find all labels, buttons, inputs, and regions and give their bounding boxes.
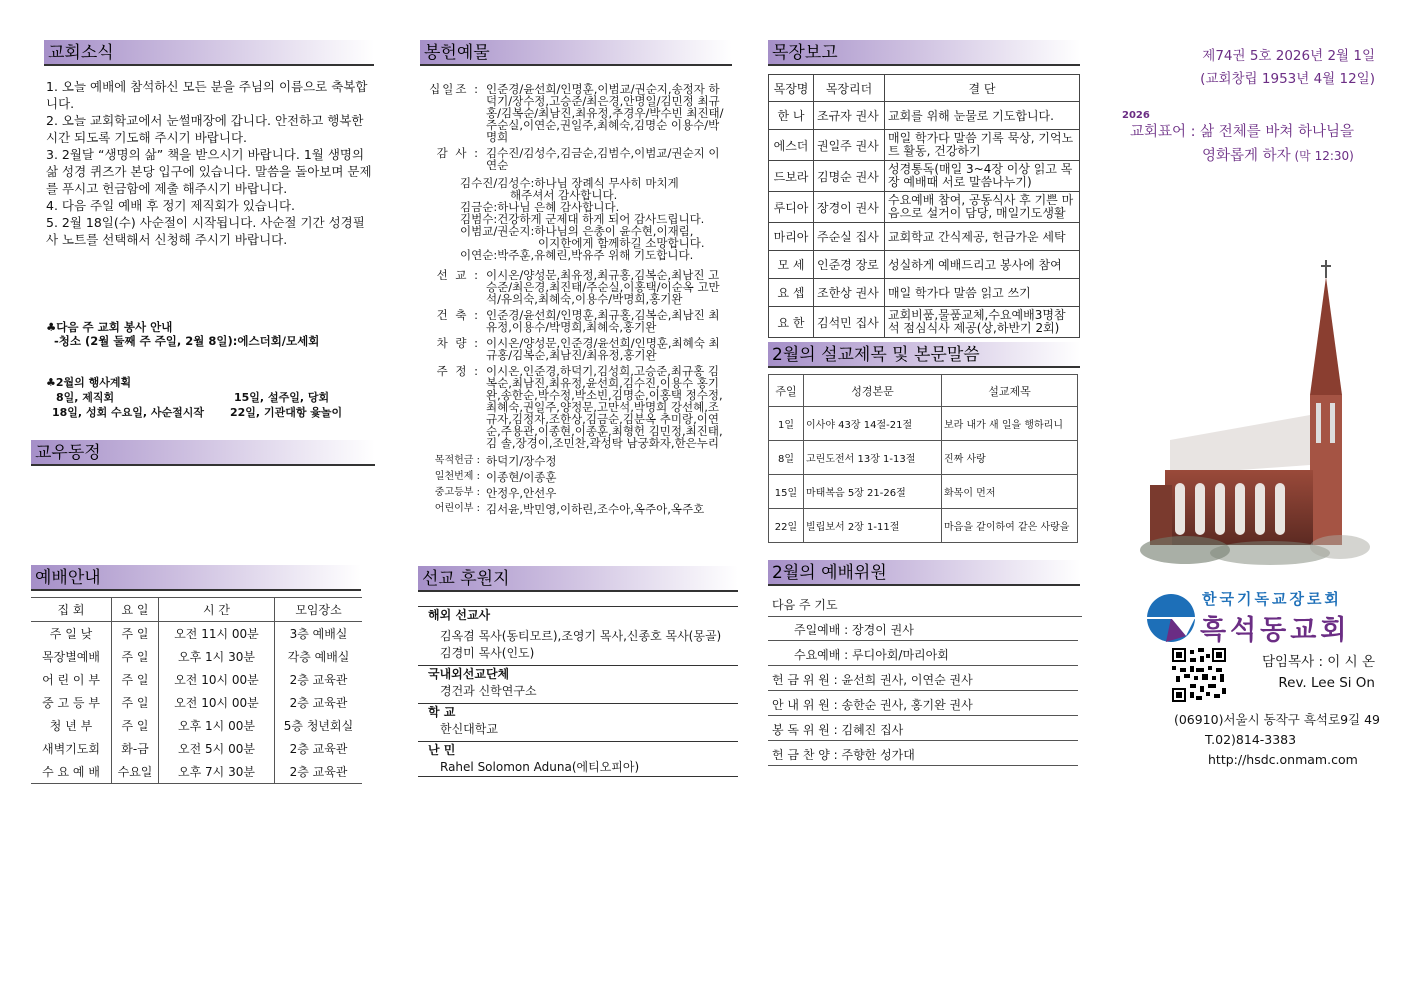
committee-row: 헌 금 위 원 : 윤선희 권사, 이연순 권사 — [768, 669, 1078, 691]
worship-header — [31, 565, 361, 591]
table-row: 모 세 인준경 장로 성실하게 예배드리고 봉사에 참여 — [769, 251, 1080, 279]
missions-list — [418, 606, 738, 777]
table-row: 22일 빌립보서 2장 1-11절 마음을 같이하여 같은 사랑을 — [769, 509, 1078, 543]
motto-line-1: 교회표어 : 삶 전체를 바쳐 하나님을 — [1130, 124, 1355, 140]
offering-row: 차 량 : 이시온/양성문,인준경/윤선희/인명훈,최혜숙 최규홍/김복순,최남진/최유정,홍기완 — [436, 336, 720, 362]
committee-row: 주일예배 : 장경이 권사 — [768, 619, 1078, 641]
event-item: 18일, 성회 수요일, 사순절시작 — [52, 406, 205, 419]
telephone: T.02)814-3383 — [1205, 732, 1297, 747]
qr-code-icon — [1172, 648, 1226, 702]
motto-reference: (막 12:30) — [1294, 149, 1354, 163]
offering-title: 봉헌예물 — [424, 43, 490, 63]
service-notice-line: -청소 (2월 둘째 주 주일, 2월 8일):에스더회/모세회 — [54, 334, 320, 348]
news-title: 교회소식 — [48, 43, 114, 63]
missions-header — [418, 566, 738, 592]
table-row: 수 요 예 배 수요일 오후 7시 30분 2층 교육관 — [31, 760, 362, 784]
mission-section: 국내외선교단체 경건과 신학연구소 — [418, 665, 738, 700]
missions-title: 선교 후원지 — [422, 569, 510, 589]
offering-row: 십일조 : 인준경/윤선희/인명훈,이범교/권순지,송정자 하덕기/장수정,고승준/최은경,안명일/김민정 최규홍/김복순/최남진,최유정,추경우/박수빈 최진태/주순실,이연순,권일주,최혜숙,김명순 이용수/박명희 — [429, 82, 724, 144]
list-item: 1. 오늘 예배에 참석하신 모든 분을 주님의 이름으로 축복합니다. — [46, 79, 368, 111]
event-item: 15일, 설주일, 당회 — [234, 391, 330, 404]
table-row: 중 고 등 부 주 일 오전 10시 00분 2층 교육관 — [31, 691, 362, 714]
events-block — [46, 375, 376, 420]
table-row: 목장별예배 주 일 오후 1시 30분 각층 예배실 — [31, 645, 362, 668]
sermons-title: 2월의 설교제목 및 본문말씀 — [772, 345, 980, 365]
contact-info — [1150, 710, 1380, 770]
offering-row: 건 축 : 인준경/윤선희/인명훈,최규홍,김복순,최남진 최유정,이용수/박명희,최혜숙,홍기완 — [436, 308, 720, 334]
church-logo — [1146, 588, 1386, 648]
prok-logo-icon — [1146, 592, 1196, 644]
offering-row: 일천번제 : 이종현/이종훈 — [434, 470, 557, 484]
committee-row: 안 내 위 원 : 송한순 권사, 홍기완 권사 — [768, 694, 1078, 716]
table-row: 15일 마태복음 5장 21-26절 화목이 먼저 — [769, 475, 1078, 509]
table-row: 한 나 조규자 권사 교회를 위해 눈물로 기도합니다. — [769, 102, 1080, 130]
members-header — [31, 440, 375, 466]
list-item: 3. 2월달 “생명의 삶” 책을 받으시기 바랍니다. 1월 생명의 삶 성경 퀴즈가 본당 입구에 있습니다. 말씀을 돌아보며 문제를 푸시고 헌금함에 제출 해주시기 바랍니다. — [46, 147, 372, 196]
worship-table — [31, 597, 362, 784]
church-name: 흑석동교회 — [1200, 615, 1351, 646]
church-illustration — [1130, 255, 1380, 575]
pastor-name-en: Rev. Lee Si On — [1278, 675, 1375, 691]
service-notice — [46, 320, 319, 348]
table-row: 1일 이사야 43장 14절-21절 보라 내가 새 일을 행하리니 — [769, 407, 1078, 441]
worship-title: 예배안내 — [35, 568, 101, 588]
offering-row: 주 정 : 이시온,인준경,하덕기,김성희,고승준,최규홍 김복순,최남진,최유정,윤선희,김수진,이용수 홍기완,송한순,박수정,박소빈,김명순,이홍택 정수정,최혜숙,권일주,양정문,고만석,박명희 강선혜,조규자,김정자,조한상,김금순,김분옥 추미랑,이연순,주용관,이종현,이종훈,최형헌 김민정,최진태,김 솔,장경이,조민찬,곽성탁 남궁화자,한은누리 — [436, 364, 723, 450]
sermons-table — [768, 374, 1078, 543]
pastor-info — [1230, 652, 1375, 694]
pastoral-title: 목장보고 — [772, 43, 838, 63]
committee-row: 헌 금 찬 양 : 주향한 성가대 — [768, 744, 1078, 766]
offering-row: 선 교 : 이시온/양성문,최유정,최규홍,김복순,최남진 고승준/최은경,최진태/주순실,이홍택/이순옥 고만석/유의숙,최혜숙,이용수/박명희,홍기완 — [436, 268, 720, 306]
mission-section: 난 민 Rahel Solomon Aduna(에티오피아) — [418, 741, 738, 777]
pastoral-table — [768, 74, 1080, 338]
service-notice-title: ♣다음 주 교회 봉사 안내 — [46, 320, 173, 334]
table-row: 에스더 권일주 권사 매일 학가다 말씀 기록 묵상, 기억노트 활동, 건강하기 — [769, 130, 1080, 161]
mission-section: 학 교 한신대학교 — [418, 703, 738, 738]
motto-line-2: 영화롭게 하자 — [1202, 148, 1291, 164]
motto — [1122, 110, 1382, 169]
table-row: 새벽기도회 화-금 오전 5시 00분 2층 교육관 — [31, 737, 362, 760]
committee-row: 다음 주 기도 — [768, 594, 1082, 617]
church-building-icon — [1130, 255, 1380, 575]
committee-title: 2월의 예배위원 — [772, 563, 887, 583]
col-header: 모임장소 — [275, 598, 363, 622]
pastoral-header — [768, 40, 1080, 66]
offering-header — [420, 40, 732, 66]
col-header: 요 일 — [112, 598, 159, 622]
list-item: 2. 오늘 교회학교에서 눈썰매장에 갑니다. 안전하고 행복한 시간 되도록 기도해 주시기 바랍니다. — [46, 113, 364, 145]
offering-row: 중고등부 : 안정우,안선우 — [434, 486, 557, 500]
event-item: 22일, 기관대항 윷놀이 — [230, 406, 343, 419]
offering-row: 감 사 : 김수진/김성수,김금순,김범수,이범교/권순지 이연순 — [436, 146, 720, 172]
col-header: 집 회 — [31, 598, 112, 622]
denomination-name: 한국기독교장로회 — [1202, 590, 1342, 608]
committee-row: 봉 독 위 원 : 김혜진 집사 — [768, 719, 1078, 741]
offering-list — [422, 83, 727, 519]
table-row: 마리아 주순실 집사 교회학교 간식제공, 헌금가운 세탁 — [769, 223, 1080, 251]
col-header: 시 간 — [159, 598, 275, 622]
table-header-row: 목장명 목장리더 결 단 — [769, 75, 1080, 102]
sermons-header — [768, 342, 1080, 368]
pastor-name: 담임목사 : 이 시 온 — [1261, 654, 1375, 670]
issue-number: 제74권 5호 2026년 2월 1일 — [1202, 48, 1375, 64]
table-row: 청 년 부 주 일 오후 1시 00분 5층 청년회실 — [31, 714, 362, 737]
founded-date: (교회창립 1953년 4월 12일) — [1200, 71, 1375, 87]
thanks-notes: 김수진/김성수:하나님 장례식 무사히 마치게 해주셔서 감사합니다. 김금순:하나님 은혜 감사합니다. 김범수:건강하게 군제대 하게 되어 감사드립니다. 이범교/권순지:하나님의 은총이 윤수현,이재림, 이지한에게 함께하길 소망합니다. 이연순:박주훈,유혜린,박유주 위해 기도합니다. — [460, 176, 705, 262]
list-item: 5. 2월 18일(수) 사순절이 시작됩니다. 사순절 기간 성경필사 노트를 선택해서 신청해 주시기 바랍니다. — [46, 215, 365, 247]
offering-row: 목적헌금 : 하덕기/장수정 — [434, 454, 557, 468]
address: (06910)서울시 동작구 흑석로9길 49 — [1173, 712, 1380, 727]
events-title: ♣2월의 행사계획 — [46, 376, 132, 389]
qr-code[interactable] — [1172, 648, 1226, 702]
members-title: 교우동정 — [35, 443, 101, 463]
table-row: 루디아 장경이 권사 수요예배 참여, 공동식사 후 기쁜 마음으로 설거이 담당, 매일기도생활 — [769, 192, 1080, 223]
news-header — [44, 40, 374, 66]
offering-row: 어린이부 : 김서윤,박민영,이하린,조수아,옥주아,옥주호 — [434, 502, 705, 516]
committee-header — [768, 560, 1080, 586]
table-row: 요 한 김석민 집사 교회비품,물품교체,수요예배3명참석 점심식사 제공(상,하반기 2회) — [769, 307, 1080, 338]
table-header-row: 주일 성경본문 설교제목 — [769, 375, 1078, 407]
list-item: 4. 다음 주일 예배 후 정기 제직회가 있습니다. — [46, 198, 295, 213]
mission-section: 해외 선교사 김옥겸 목사(동티모르),조영기 목사,신종호 목사(몽골) 김경미 목사(인도) — [418, 606, 738, 662]
event-item: 8일, 제직회 — [56, 391, 115, 404]
motto-year: 2026 — [1122, 110, 1150, 121]
table-row: 드보라 김명순 권사 성경통독(매일 3~4장 이상 읽고 목장 예배때 서로 말씀나누기) — [769, 161, 1080, 192]
table-row: 주 일 낮 주 일 오전 11시 00분 3층 예배실 — [31, 622, 362, 646]
table-row: 요 셉 조한상 권사 매일 학가다 말씀 읽고 쓰기 — [769, 279, 1080, 307]
table-row: 8일 고린도전서 13장 1-13절 진짜 사랑 — [769, 441, 1078, 475]
website-link[interactable]: http://hsdc.onmam.com — [1208, 752, 1358, 767]
committee-row: 수요예배 : 루디아회/마리아회 — [768, 644, 1078, 666]
table-row: 어 린 이 부 주 일 오전 10시 00분 2층 교육관 — [31, 668, 362, 691]
news-list — [46, 78, 376, 248]
table-header-row — [31, 598, 362, 622]
issue-info — [1150, 45, 1375, 91]
